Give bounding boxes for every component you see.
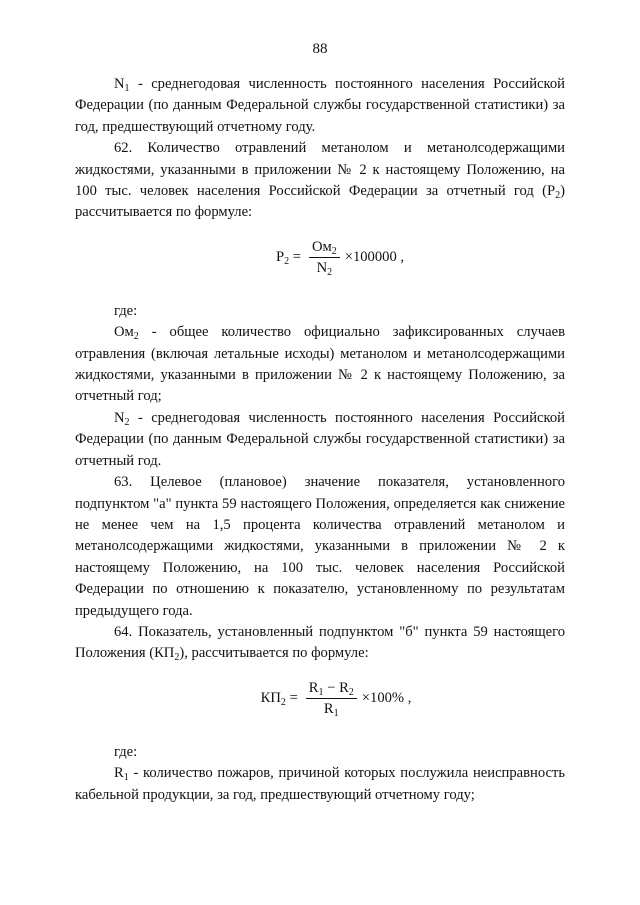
- paragraph-n1-definition: $N_1$ - среднегодовая численность постоянного населения Российской Федерации (по данным Федеральной службы государственной статистики) за год, предшествующий отчетному году.: [75, 76, 565, 135]
- symbol-kp2: $КП_2$: [154, 645, 180, 664]
- formula-p2-multiplier: ×100000 ,: [344, 248, 405, 265]
- formula-p2-numerator: $Ом_2$: [309, 238, 340, 258]
- symbol-n2: $N_2$: [114, 409, 130, 428]
- formula-p2: [115, 238, 565, 277]
- paragraph-63: 63. Целевое (плановое) значение показателя, установленного подпунктом "а" пункта 59 настоящего Положения, определяется как снижение не менее чем на 1,5 процента количества отравлений метанолом и метанолсодержащими жидкостями, указанными в приложении № 2 к настоящему Положению, на 100 тыс. человек населения Российской Федерации по отношению к показателю, установленному по результатам предыдущего года.: [75, 474, 565, 619]
- paragraph-64: 64. Показатель, установленный подпунктом "б" пункта 59 настоящего Положения $(КП_2)$, рассчитывается по формуле:: [75, 623, 565, 664]
- where-label-2: где:: [114, 743, 138, 760]
- formula-p2-denominator: $N_2$: [316, 259, 333, 278]
- formula-p2-fraction: [309, 238, 340, 277]
- formula-kp2-fraction: [306, 679, 357, 718]
- document-body: [75, 74, 565, 806]
- definition-n2: $N_2$ - среднегодовая численность постоянного населения Российской Федерации (по данным Федеральной службы государственной статистики) за отчетный год.: [75, 409, 565, 469]
- symbol-p2: $P_2$: [547, 183, 561, 202]
- definition-om2: $Ом_2$ - общее количество официально зафиксированных случаев отравления (включая летальные исходы) метанолом и метанолсодержащими жидкостями, указанными в приложении № 2 к настоящему Положению, за отчетный год;: [75, 324, 565, 405]
- formula-kp2-numerator: $R_1 - R_2$: [306, 679, 357, 699]
- symbol-r1: $R_1$: [114, 765, 129, 784]
- page-number: 88: [312, 41, 328, 57]
- formula-kp2: [107, 679, 565, 718]
- symbol-om2: $Ом_2$: [114, 324, 139, 343]
- formula-kp2-denominator: $R_1$: [323, 700, 339, 719]
- paragraph-62: 62. Количество отравлений метанолом и метанолсодержащими жидкостями, указанными в приложении № 2 к настоящему Положению, на 100 тыс. человек населения Российской Федерации за отчетный год $(P_2)$ рассчитывается по формуле:: [75, 140, 565, 221]
- formula-kp2-lhs: $КП_2$ =: [260, 689, 298, 708]
- symbol-n1: $N_1$: [114, 76, 130, 94]
- definition-r1: $R_1$ - количество пожаров, причиной которых послужила неисправность кабельной продукции, за год, предшествующий отчетному году;: [75, 765, 565, 803]
- formula-kp2-multiplier: ×100% ,: [361, 689, 412, 706]
- formula-p2-lhs: $P_2$ =: [275, 248, 301, 267]
- where-label-1: где:: [114, 302, 138, 319]
